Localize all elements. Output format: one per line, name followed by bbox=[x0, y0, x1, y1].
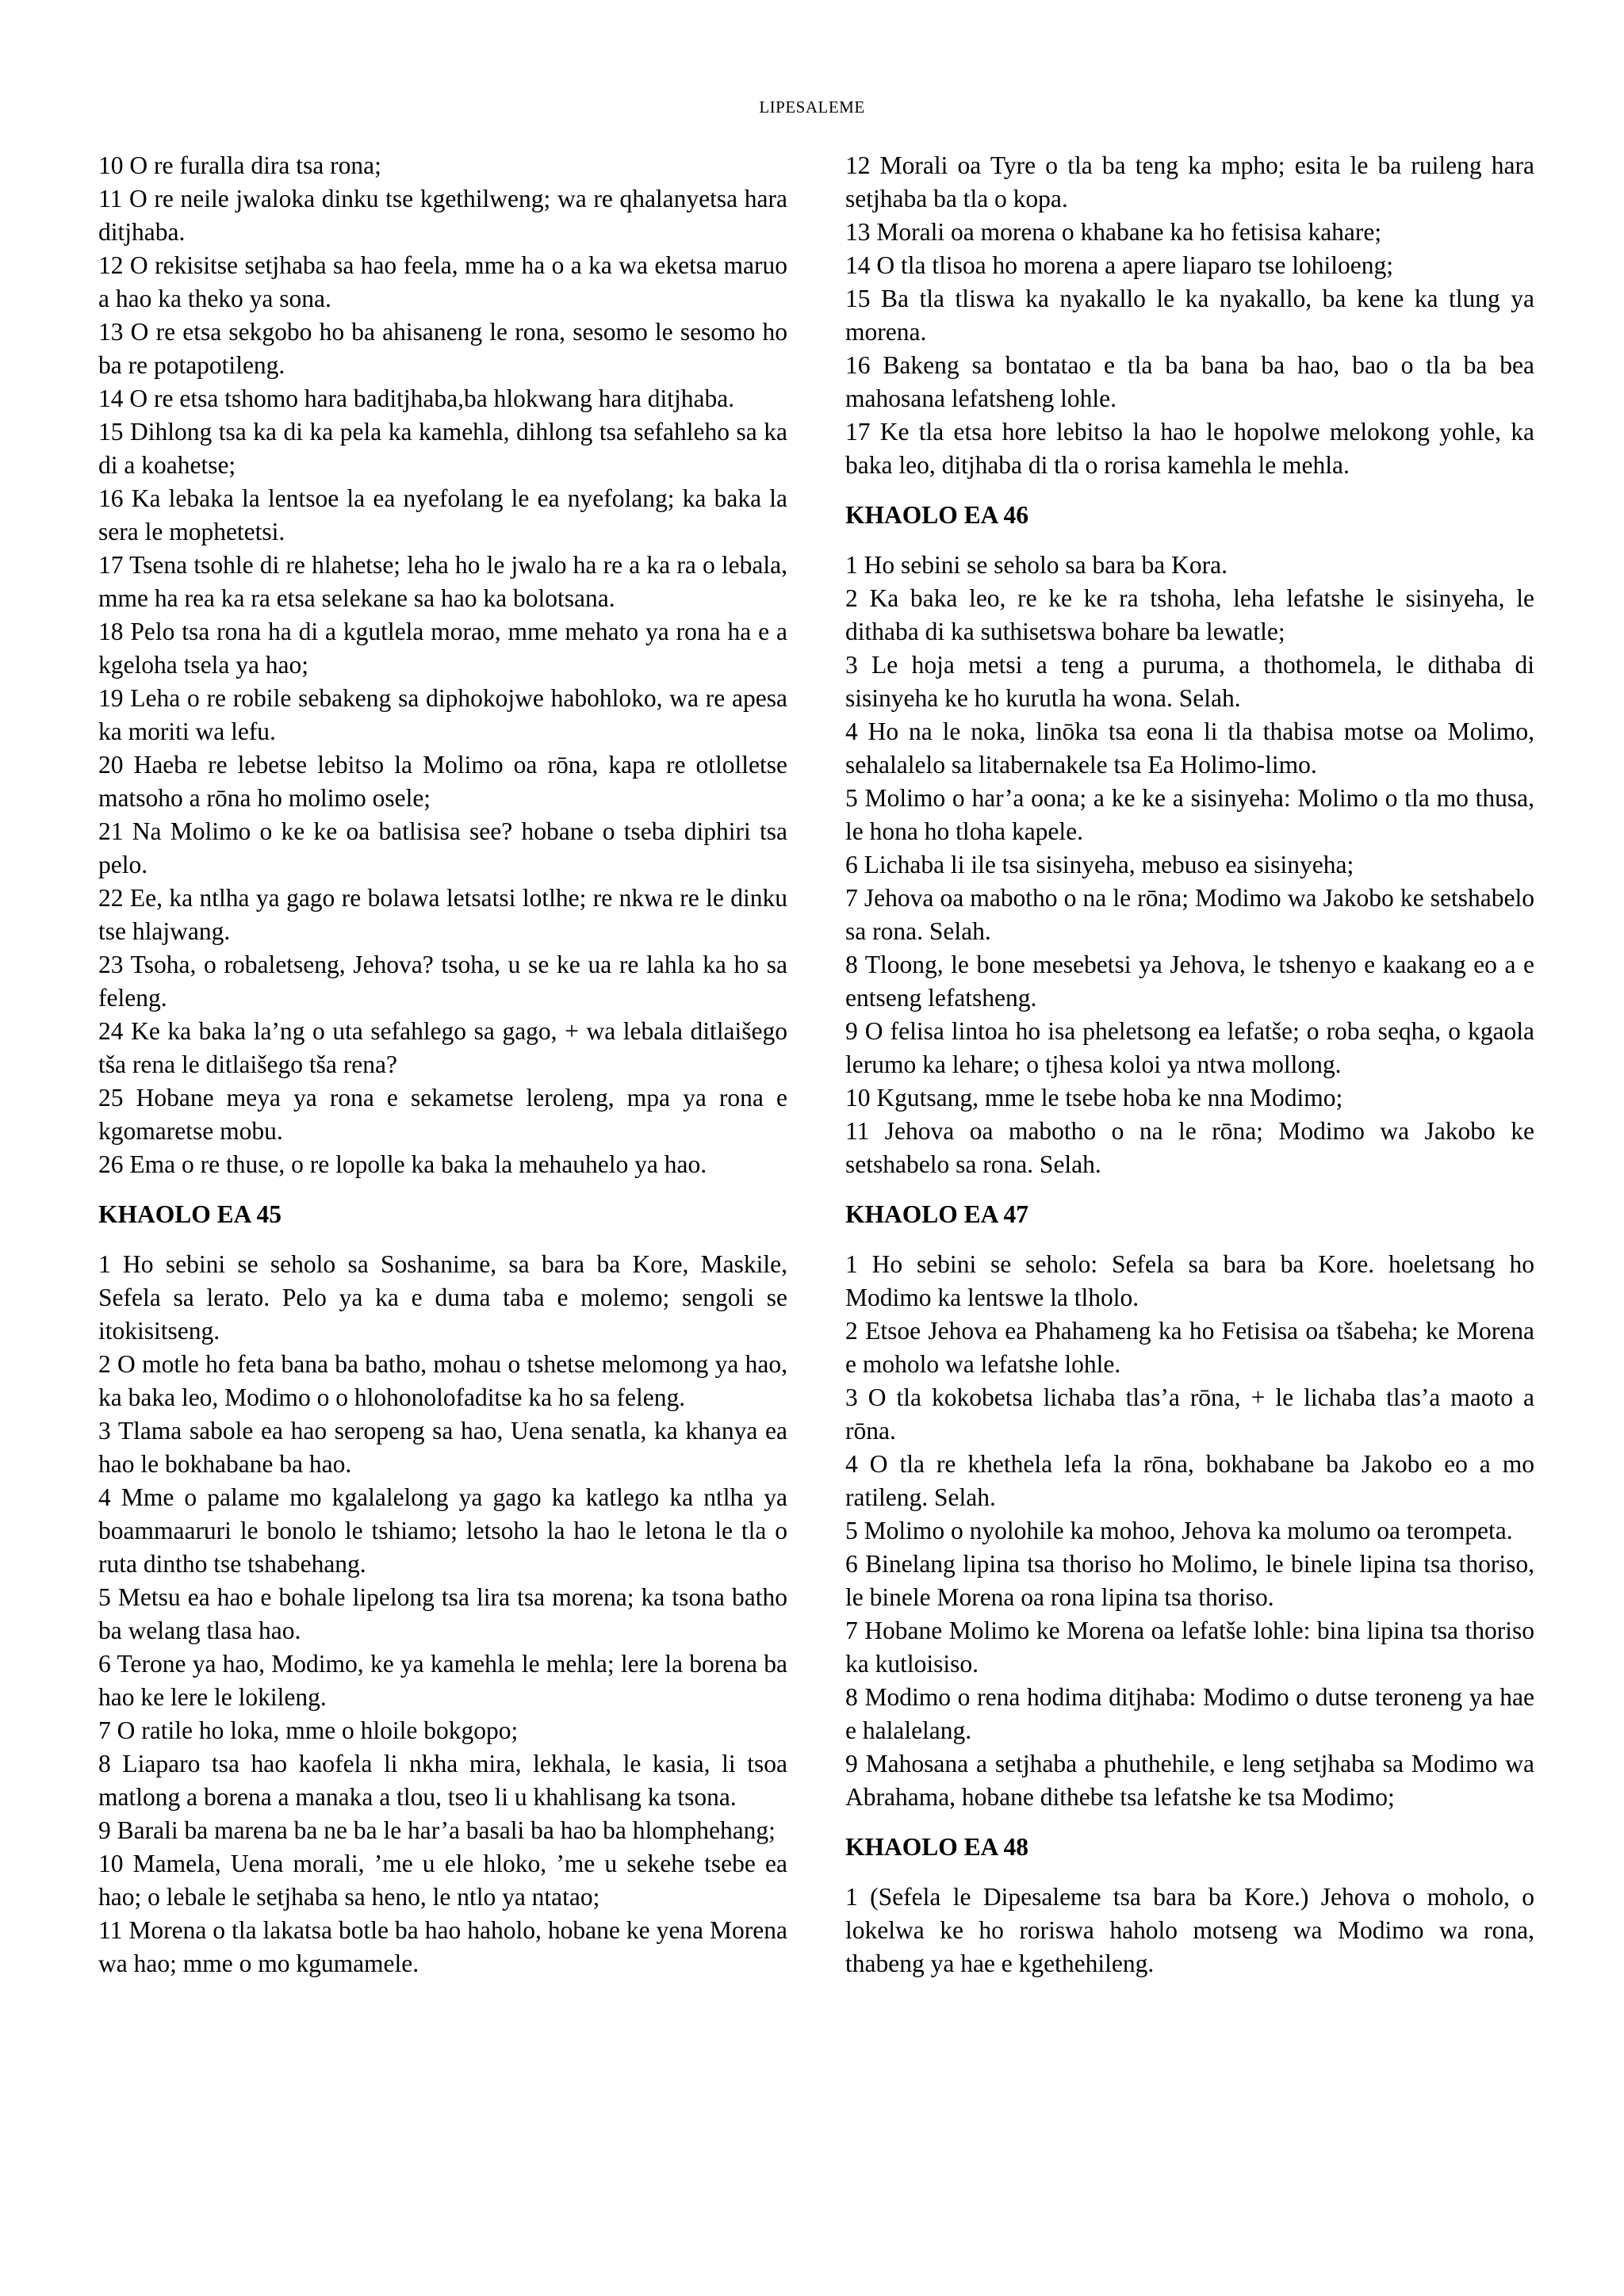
verse: 7 O ratile ho loka, mme o hloile bokgopo; bbox=[98, 1716, 519, 1744]
verse: 8 Modimo o rena hodima ditjhaba: Modimo o dutse teroneng ya hae e halalelang. bbox=[845, 1683, 1534, 1744]
verse: 1 Ho sebini se seholo sa bara ba Kora. bbox=[845, 551, 1228, 579]
verse: 17 Tsena tsohle di re hlahetse; leha ho le jwalo ha re a ka ra o lebala, mme ha rea ka ra etsa selekane sa hao ka bolotsana. bbox=[98, 551, 787, 612]
chapter-heading: KHAOLO EA 45 bbox=[98, 1200, 282, 1228]
verse: 6 Binelang lipina tsa thoriso ho Molimo, le binele lipina tsa thoriso, le binele Morena oa rona lipina tsa thoriso. bbox=[845, 1550, 1534, 1611]
verse: 2 Etsoe Jehova ea Phahameng ka ho Fetisisa oa tšabeha; ke Morena e moholo wa lefatshe lohle. bbox=[845, 1317, 1534, 1378]
verse: 26 Ema o re thuse, o re lopolle ka baka la mehauhelo ya hao. bbox=[98, 1150, 707, 1178]
verse: 4 O tla re khethela lefa la rōna, bokhabane ba Jakobo eo a mo ratileng. Selah. bbox=[845, 1450, 1534, 1511]
verse: 5 Molimo o har’a oona; a ke ke a sisinyeha: Molimo o tla mo thusa, le hona ho tloha kapele. bbox=[845, 784, 1534, 845]
verse: 12 O rekisitse setjhaba sa hao feela, mme ha o a ka wa eketsa maruo a hao ka theko ya sona. bbox=[98, 251, 787, 312]
chapter-heading: KHAOLO EA 48 bbox=[845, 1833, 1029, 1861]
right-column bbox=[845, 149, 1534, 1980]
verse: 11 Morena o tla lakatsa botle ba hao haholo, hobane ke yena Morena wa hao; mme o mo kgumamele. bbox=[98, 1916, 787, 1977]
verse: 6 Lichaba li ile tsa sisinyeha, mebuso ea sisinyeha; bbox=[845, 851, 1354, 878]
verse: 6 Terone ya hao, Modimo, ke ya kamehla le mehla; lere la borena ba hao ke lere le lokileng. bbox=[98, 1650, 787, 1711]
verse: 9 O felisa lintoa ho isa pheletsong ea lefatše; o roba seqha, o kgaola lerumo ka lehare; o tjhesa koloi ya ntwa mollong. bbox=[845, 1017, 1534, 1078]
verse: 9 Barali ba marena ba ne ba le har’a basali ba hao ba hlomphehang; bbox=[98, 1816, 776, 1844]
verse: 7 Jehova oa mabotho o na le rōna; Modimo wa Jakobo ke setshabelo sa rona. Selah. bbox=[845, 884, 1534, 945]
verse: 1 Ho sebini se seholo: Sefela sa bara ba Kore. hoeletsang ho Modimo ka lentswe la tlholo. bbox=[845, 1250, 1534, 1311]
verse: 13 Morali oa morena o khabane ka ho fetisisa kahare; bbox=[845, 218, 1382, 246]
verse: 15 Ba tla tliswa ka nyakallo le ka nyakallo, ba kene ka tlung ya morena. bbox=[845, 285, 1534, 346]
verse: 5 Metsu ea hao e bohale lipelong tsa lira tsa morena; ka tsona batho ba welang tlasa hao. bbox=[98, 1583, 787, 1644]
verse: 8 Liaparo tsa hao kaofela li nkha mira, lekhala, le kasia, li tsoa matlong a borena a manaka a tlou, tseo li u khahlisang ka tsona. bbox=[98, 1750, 787, 1811]
verse: 2 O motle ho feta bana ba batho, mohau o tshetse melomong ya hao, ka baka leo, Modimo o o hlohonolofaditse ka ho sa feleng. bbox=[98, 1350, 787, 1411]
verse: 11 Jehova oa mabotho o na le rōna; Modimo wa Jakobo ke setshabelo sa rona. Selah. bbox=[845, 1117, 1534, 1178]
verse: 14 O re etsa tshomo hara baditjhaba,ba hlokwang hara ditjhaba. bbox=[98, 385, 735, 412]
verse: 5 Molimo o nyolohile ka mohoo, Jehova ka molumo oa terompeta. bbox=[845, 1517, 1513, 1544]
verse: 13 O re etsa sekgobo ho ba ahisaneng le rona, sesomo le sesomo ho ba re potapotileng. bbox=[98, 318, 787, 379]
verse: 10 Mamela, Uena morali, ’me u ele hloko, ’me u sekehe tsebe ea hao; o lebale le setjhaba sa heno, le ntlo ya ntatao; bbox=[98, 1850, 787, 1911]
verse: 23 Tsoha, o robaletseng, Jehova? tsoha, u se ke ua re lahla ka ho sa feleng. bbox=[98, 951, 787, 1012]
verse: 4 Mme o palame mo kgalalelong ya gago ka katlego ka ntlha ya boammaaruri le bonolo le tshiamo; letsoho la hao le letona le tla o ruta dintho tse tshabehang. bbox=[98, 1483, 787, 1578]
verse: 17 Ke tla etsa hore lebitso la hao le hopolwe melokong yohle, ka baka leo, ditjhaba di tla o rorisa kamehla le mehla. bbox=[845, 418, 1534, 479]
verse: 10 O re furalla dira tsa rona; bbox=[98, 151, 381, 179]
verse: 12 Morali oa Tyre o tla ba teng ka mpho; esita le ba ruileng hara setjhaba ba tla o kopa. bbox=[845, 151, 1534, 212]
verse: 24 Ke ka baka la’ng o uta sefahlego sa gago, + wa lebala ditlaišego tša rena le ditlaišego tša rena? bbox=[98, 1017, 787, 1078]
verse: 11 O re neile jwaloka dinku tse kgethilweng; wa re qhalanyetsa hara ditjhaba. bbox=[98, 185, 787, 246]
verse: 25 Hobane meya ya rona e sekametse leroleng, mpa ya rona e kgomaretse mobu. bbox=[98, 1084, 787, 1145]
verse: 3 Tlama sabole ea hao seropeng sa hao, Uena senatla, ka khanya ea hao le bokhabane ba hao. bbox=[98, 1417, 787, 1478]
verse: 1 (Sefela le Dipesaleme tsa bara ba Kore.) Jehova o moholo, o lokelwa ke ho roriswa haholo motseng wa Modimo wa rona, thabeng ya hae e kgethehileng. bbox=[845, 1883, 1534, 1977]
verse: 4 Ho na le noka, linōka tsa eona li tla thabisa motse oa Molimo, sehalalelo sa litabernakele tsa Ea Holimo-limo. bbox=[845, 718, 1534, 779]
chapter-heading: KHAOLO EA 46 bbox=[845, 501, 1029, 529]
verse: 8 Tloong, le bone mesebetsi ya Jehova, le tshenyo e kaakang eo a e entseng lefatsheng. bbox=[845, 951, 1534, 1012]
verse: 14 O tla tlisoa ho morena a apere liaparo tse lohiloeng; bbox=[845, 251, 1394, 279]
verse: 18 Pelo tsa rona ha di a kgutlela morao, mme mehato ya rona ha e a kgeloha tsela ya hao; bbox=[98, 618, 787, 679]
verse: 7 Hobane Molimo ke Morena oa lefatše lohle: bina lipina tsa thoriso ka kutloisiso. bbox=[845, 1617, 1534, 1678]
chapter-heading: KHAOLO EA 47 bbox=[845, 1200, 1029, 1228]
left-column bbox=[98, 149, 787, 1980]
verse: 19 Leha o re robile sebakeng sa diphokojwe habohloko, wa re apesa ka moriti wa lefu. bbox=[98, 684, 787, 745]
verse: 3 O tla kokobetsa lichaba tlas’a rōna, + le lichaba tlas’a maoto a rōna. bbox=[845, 1383, 1534, 1445]
verse: 22 Ee, ka ntlha ya gago re bolawa letsatsi lotlhe; re nkwa re le dinku tse hlajwang. bbox=[98, 884, 787, 945]
verse: 15 Dihlong tsa ka di ka pela ka kamehla, dihlong tsa sefahleho sa ka di a koahetse; bbox=[98, 418, 787, 479]
verse: 1 Ho sebini se seholo sa Soshanime, sa bara ba Kore, Maskile, Sefela sa lerato. Pelo ya ka e duma taba e molemo; sengoli se itokisitseng. bbox=[98, 1250, 787, 1345]
verse: 16 Ka lebaka la lentsoe la ea nyefolang le ea nyefolang; ka baka la sera le mophetetsi. bbox=[98, 484, 787, 545]
verse: 10 Kgutsang, mme le tsebe hoba ke nna Modimo; bbox=[845, 1084, 1343, 1112]
running-header: LIPESALEME bbox=[759, 98, 865, 117]
verse: 9 Mahosana a setjhaba a phuthehile, e leng setjhaba sa Modimo wa Abrahama, hobane dithebe tsa lefatshe ke tsa Modimo; bbox=[845, 1750, 1534, 1811]
verse: 20 Haeba re lebetse lebitso la Molimo oa rōna, kapa re otlolletse matsoho a rōna ho molimo osele; bbox=[98, 751, 787, 812]
verse: 16 Bakeng sa bontatao e tla ba bana ba hao, bao o tla ba bea mahosana lefatsheng lohle. bbox=[845, 351, 1534, 412]
verse: 21 Na Molimo o ke ke oa batlisisa see? hobane o tseba diphiri tsa pelo. bbox=[98, 817, 787, 878]
verse: 2 Ka baka leo, re ke ke ra tshoha, leha lefatshe le sisinyeha, le dithaba di ka suthisetswa bohare ba lewatle; bbox=[845, 584, 1534, 645]
verse: 3 Le hoja metsi a teng a puruma, a thothomela, le dithaba di sisinyeha ke ho kurutla ha wona. Selah. bbox=[845, 651, 1534, 712]
